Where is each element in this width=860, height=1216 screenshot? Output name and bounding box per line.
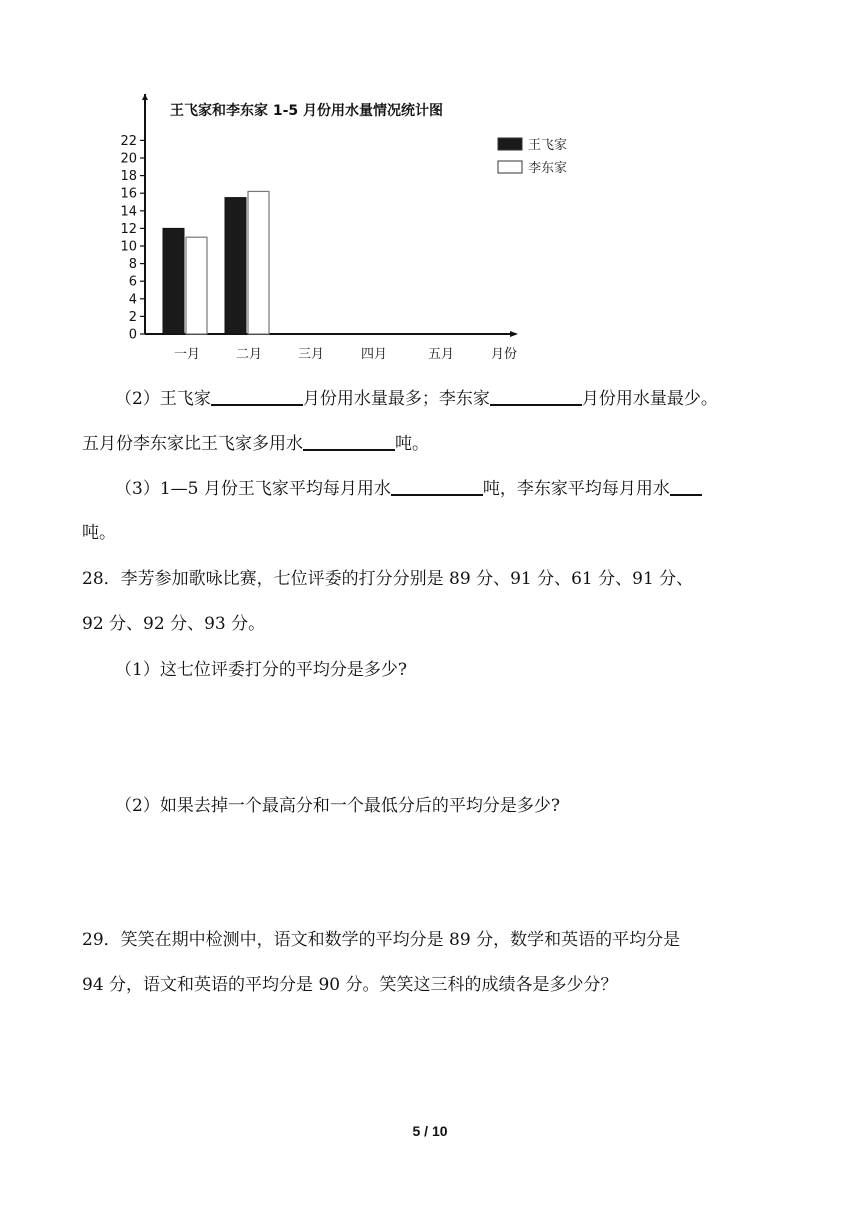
y-tick-label: 2 bbox=[128, 309, 137, 325]
q27-part2-line1 bbox=[0, 384, 860, 413]
y-tick-label: 4 bbox=[128, 292, 137, 308]
answer-blank bbox=[670, 474, 702, 496]
y-tick-label: 16 bbox=[120, 186, 137, 202]
q29-text-1: 29．笑笑在期中检测中，语文和数学的平均分是 89 分，数学和英语的平均分是 bbox=[82, 930, 681, 950]
q28-text-1: 28．李芳参加歌咏比赛，七位评委的打分分别是 89 分、91 分、61 分、91 分、 bbox=[82, 569, 694, 589]
q28-line1 bbox=[0, 565, 860, 593]
x-tick-label: 二月 bbox=[235, 347, 263, 362]
q28-part2 bbox=[0, 792, 860, 820]
q27-part3-text-b: 吨，李东家平均每月用水 bbox=[482, 479, 670, 499]
x-tick-label: 五月 bbox=[427, 347, 455, 362]
y-tick-label: 18 bbox=[120, 169, 137, 185]
x-tick-label: 三月 bbox=[297, 347, 325, 362]
answer-blank bbox=[303, 429, 395, 451]
y-tick-label: 12 bbox=[120, 221, 137, 237]
bar-wangfei bbox=[225, 198, 246, 334]
chart-title: 王飞家和李东家 1-5 月份用水量情况统计图 bbox=[170, 103, 444, 119]
y-tick-label: 6 bbox=[128, 274, 137, 290]
bar-wangfei bbox=[163, 228, 184, 334]
q29-text-2: 94 分，语文和英语的平均分是 90 分。笑笑这三科的成绩各是多少分？ bbox=[82, 975, 618, 995]
q27-part3-line2 bbox=[0, 519, 860, 547]
q27-part2-line2 bbox=[0, 429, 860, 458]
y-tick-label: 10 bbox=[120, 239, 137, 255]
y-axis-arrow bbox=[142, 94, 148, 100]
y-tick-label: 22 bbox=[120, 133, 137, 149]
answer-blank bbox=[211, 384, 303, 406]
chart-canvas bbox=[108, 88, 568, 368]
q27-part3-line1 bbox=[0, 474, 860, 503]
x-tick-label: 一月 bbox=[173, 347, 201, 362]
q29-line1 bbox=[0, 926, 860, 954]
q28-text-2: 92 分、92 分、93 分。 bbox=[82, 614, 266, 634]
q28-question-1: （1）这七位评委打分的平均分是多少? bbox=[115, 660, 407, 680]
legend-swatch bbox=[498, 138, 522, 150]
q27-part3-text-a: （3）1—5 月份王飞家平均每月用水 bbox=[115, 479, 391, 499]
x-tick-label: 四月 bbox=[360, 347, 388, 362]
y-tick-label: 14 bbox=[120, 204, 137, 220]
answer-blank bbox=[490, 384, 582, 406]
y-tick-label: 0 bbox=[128, 327, 137, 343]
bar-lidong bbox=[248, 191, 269, 334]
q27-part2-text-c: 月份用水量最少。 bbox=[581, 389, 718, 409]
legend-label: 李东家 bbox=[528, 161, 568, 176]
q27-part2-text-d: 五月份李东家比王飞家多用水 bbox=[82, 434, 303, 454]
q27-part2-text-b: 月份用水量最多；李东家 bbox=[302, 389, 490, 409]
q28-part1 bbox=[0, 656, 860, 684]
water-usage-bar-chart bbox=[108, 88, 568, 368]
q27-part2-text-a: （2）王飞家 bbox=[115, 389, 211, 409]
q28-question-2: （2）如果去掉一个最高分和一个最低分后的平均分是多少? bbox=[115, 796, 560, 816]
x-axis-arrow bbox=[510, 331, 518, 337]
legend-label: 王飞家 bbox=[528, 138, 568, 153]
y-tick-label: 20 bbox=[120, 151, 137, 167]
bar-lidong bbox=[186, 237, 207, 334]
y-tick-label: 8 bbox=[128, 257, 137, 273]
legend-swatch bbox=[498, 161, 522, 173]
q29-line2 bbox=[0, 971, 860, 999]
q27-part2-text-e: 吨。 bbox=[395, 434, 429, 454]
page-number: 5 / 10 bbox=[412, 1123, 448, 1139]
x-axis-label: 月份 bbox=[490, 347, 518, 362]
q27-part3-text-c: 吨。 bbox=[82, 523, 116, 543]
q28-line2 bbox=[0, 610, 860, 638]
answer-blank bbox=[391, 474, 483, 496]
